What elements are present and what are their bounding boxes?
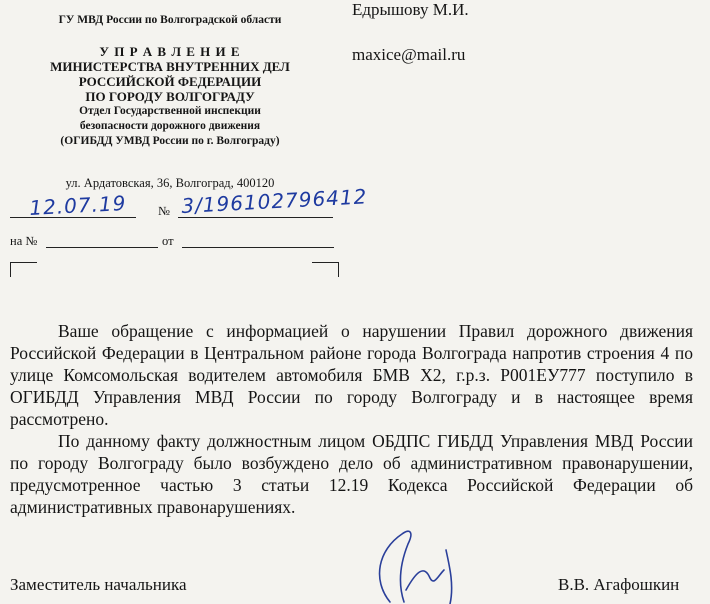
handwritten-number: 3/196102796412 xyxy=(180,184,368,218)
agency-subdivision xyxy=(10,104,330,149)
agency-title-line: МИНИСТЕРСТВА ВНУТРЕННИХ ДЕЛ xyxy=(50,59,290,74)
subdivision-line: безопасности дорожного движения xyxy=(79,120,261,132)
agency-title-line: У П Р А В Л Е Н И Е xyxy=(99,44,241,59)
handwritten-date: 12.07.19 xyxy=(28,190,127,220)
recipient-name: Едрышову М.И. xyxy=(352,0,469,19)
reference-date-line xyxy=(182,247,334,248)
subdivision-line: Отдел Государственной инспекции xyxy=(79,105,261,117)
reference-date-label: от xyxy=(162,234,174,248)
agency-title xyxy=(10,44,330,104)
reference-number-line xyxy=(46,247,158,248)
number-line xyxy=(178,217,333,218)
addressee-bracket-left xyxy=(10,262,37,277)
signer-name: В.В. Агафошкин xyxy=(558,575,680,594)
body-paragraph: Ваше обращение с информацией о нарушении Правил дорожного движения Российской Федерации в Центральном районе города Волгограда напротив строения 4 по улице Комсомольская водителем автомобиля БМВ Х2, г.р.з. Р001ЕУ777 поступило в ОГИБДД Управления МВД России по городу Волгограду и в настоящее время рассмотрено. xyxy=(10,321,693,429)
handwritten-signature xyxy=(350,520,480,604)
agency-title-line: ПО ГОРОДУ ВОЛГОГРАДУ xyxy=(85,89,255,104)
agency-title-line: РОССИЙСКОЙ ФЕДЕРАЦИИ xyxy=(78,74,262,89)
agency-address: ул. Ардатовская, 36, Волгоград, 400120 xyxy=(65,176,275,190)
recipient-email: maxice@mail.ru xyxy=(352,45,466,64)
addressee-bracket-right xyxy=(312,262,339,277)
reference-number-label: на № xyxy=(10,234,38,248)
body-paragraph: По данному факту должностным лицом ОБДПС ГИБДД Управления МВД России по городу Волгограду было возбуждено дело об административном правонарушении, предусмотренное частью 3 статьи 12.19 Кодекса Российской Федерации об административных правонарушениях. xyxy=(10,431,693,517)
subdivision-line: (ОГИБДД УМВД России по г. Волгограду) xyxy=(60,135,280,147)
signer-position: Заместитель начальника xyxy=(10,575,187,594)
number-label: № xyxy=(158,204,170,218)
department-name: ГУ МВД России по Волгоградской области xyxy=(58,14,282,26)
letter-body xyxy=(10,320,693,518)
